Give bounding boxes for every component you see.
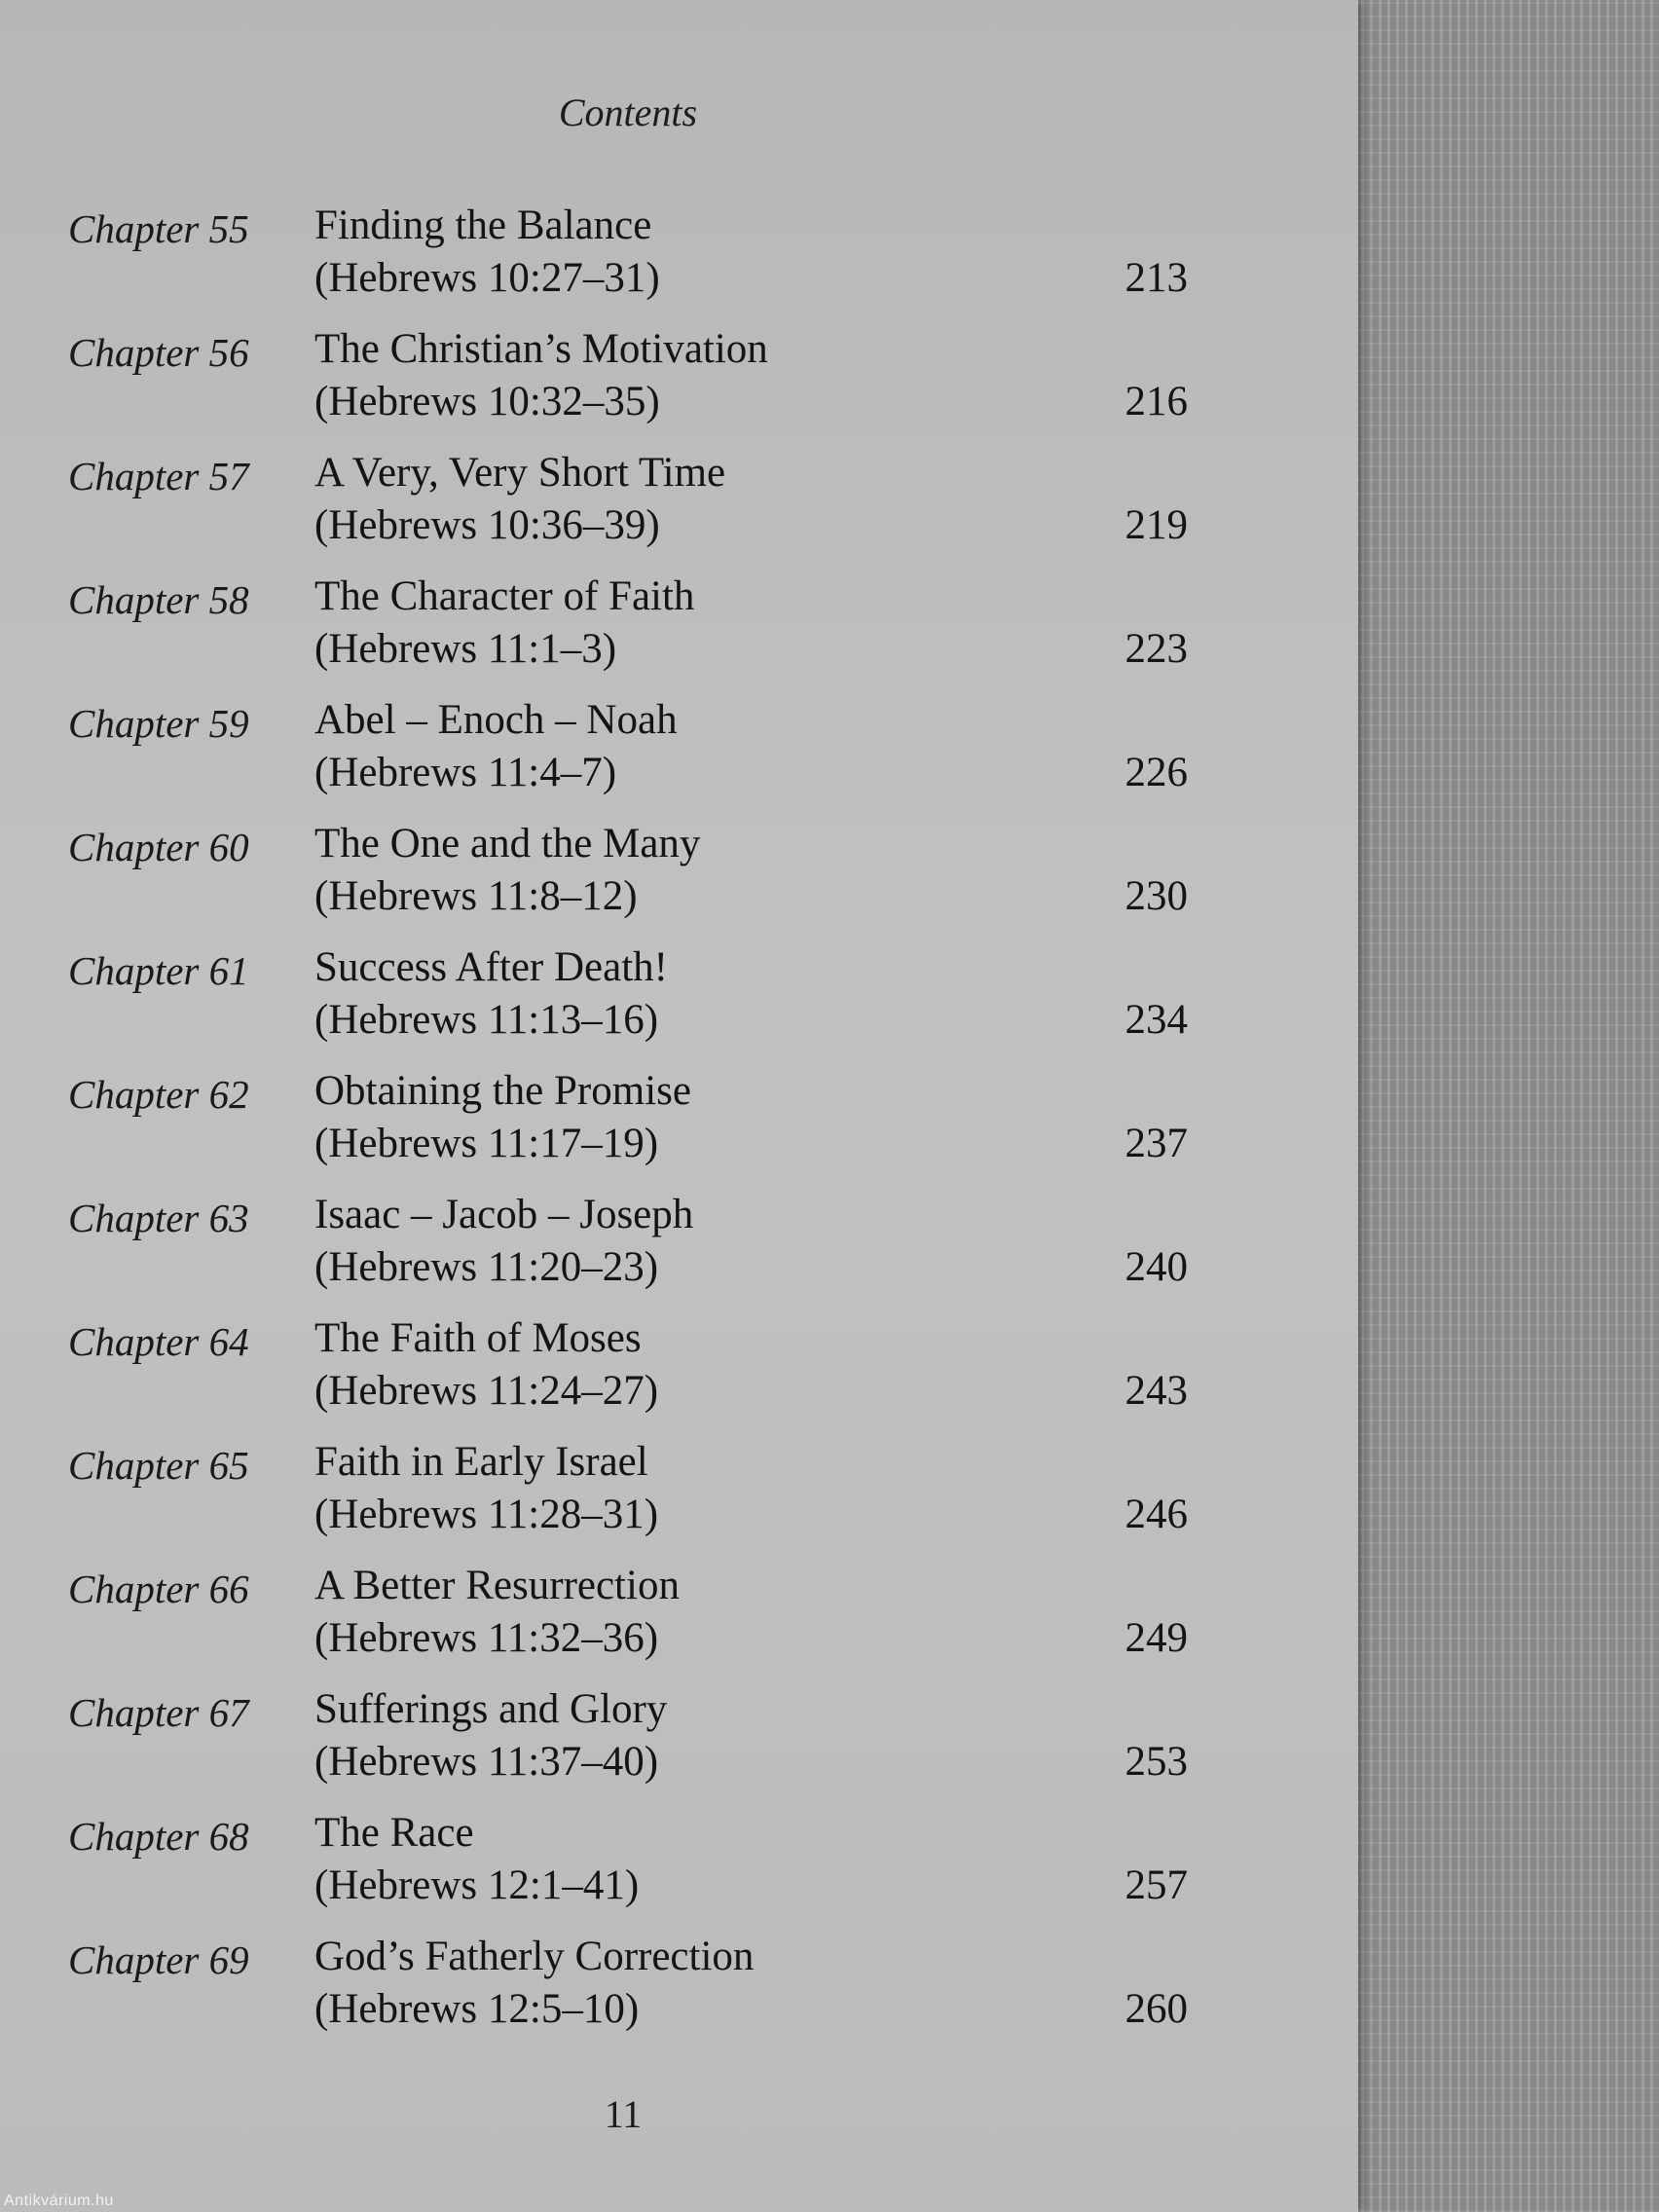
page-number: 237 <box>1124 1121 1188 1166</box>
page-number: 213 <box>1124 255 1188 301</box>
scripture-reference: (Hebrews 11:1–3) <box>314 626 617 672</box>
page-number: 219 <box>1124 502 1188 548</box>
chapter-title: The One and the Many <box>314 821 701 866</box>
page-folio: 11 <box>604 2092 643 2136</box>
chapter-number: Chapter 60 <box>68 825 249 869</box>
toc-entry <box>68 1560 1188 1683</box>
toc-entry <box>68 1436 1188 1560</box>
toc-entry <box>68 1312 1188 1436</box>
chapter-number: Chapter 59 <box>68 701 249 746</box>
chapter-title: The Race <box>314 1810 474 1856</box>
background-surface <box>1344 0 1659 2212</box>
toc-entry <box>68 1931 1188 2054</box>
toc-entry <box>68 200 1188 323</box>
toc-entry <box>68 1189 1188 1312</box>
chapter-title: God’s Fatherly Correction <box>314 1934 755 1979</box>
chapter-title: Finding the Balance <box>314 203 652 248</box>
chapter-title: Isaac – Jacob – Joseph <box>314 1192 694 1237</box>
chapter-number: Chapter 67 <box>68 1690 249 1735</box>
chapter-title: Sufferings and Glory <box>314 1686 668 1732</box>
page-number: 257 <box>1124 1862 1188 1908</box>
chapter-number: Chapter 58 <box>68 577 249 622</box>
chapter-number: Chapter 61 <box>68 948 249 993</box>
page-number: 216 <box>1124 379 1188 424</box>
chapter-number: Chapter 66 <box>68 1567 249 1611</box>
scripture-reference: (Hebrews 10:27–31) <box>314 255 660 301</box>
scripture-reference: (Hebrews 10:36–39) <box>314 502 660 548</box>
scripture-reference: (Hebrews 10:32–35) <box>314 379 660 424</box>
toc-entry <box>68 447 1188 571</box>
toc-entry <box>68 941 1188 1065</box>
page-number: 230 <box>1124 873 1188 919</box>
page-number: 223 <box>1124 626 1188 672</box>
page-number: 249 <box>1124 1615 1188 1661</box>
running-header: Contents <box>558 91 698 134</box>
page-number: 226 <box>1124 750 1188 795</box>
toc-entry <box>68 1807 1188 1931</box>
scripture-reference: (Hebrews 11:17–19) <box>314 1121 659 1166</box>
scripture-reference: (Hebrews 11:13–16) <box>314 997 659 1043</box>
chapter-number: Chapter 63 <box>68 1196 249 1240</box>
chapter-title: The Character of Faith <box>314 573 695 619</box>
chapter-number: Chapter 62 <box>68 1072 249 1117</box>
watermark-text: Antikvárium.hu <box>4 2193 114 2209</box>
scripture-reference: (Hebrews 11:8–12) <box>314 873 638 919</box>
scripture-reference: (Hebrews 11:28–31) <box>314 1492 659 1537</box>
chapter-title: Faith in Early Israel <box>314 1439 648 1485</box>
page-number: 240 <box>1124 1244 1188 1290</box>
scripture-reference: (Hebrews 11:20–23) <box>314 1244 659 1290</box>
chapter-number: Chapter 57 <box>68 454 249 498</box>
chapter-number: Chapter 56 <box>68 330 249 375</box>
chapter-number: Chapter 68 <box>68 1814 249 1859</box>
chapter-title: A Very, Very Short Time <box>314 450 726 496</box>
toc-entry <box>68 818 1188 941</box>
scripture-reference: (Hebrews 11:4–7) <box>314 750 617 795</box>
scripture-reference: (Hebrews 11:37–40) <box>314 1739 659 1785</box>
chapter-number: Chapter 69 <box>68 1937 249 1982</box>
page-number: 246 <box>1124 1492 1188 1537</box>
chapter-title: Success After Death! <box>314 944 668 990</box>
scripture-reference: (Hebrews 12:1–41) <box>314 1862 640 1908</box>
toc-entry <box>68 1683 1188 1807</box>
chapter-title: The Faith of Moses <box>314 1315 642 1361</box>
chapter-title: Abel – Enoch – Noah <box>314 697 678 743</box>
page-number: 243 <box>1124 1368 1188 1414</box>
scripture-reference: (Hebrews 11:24–27) <box>314 1368 659 1414</box>
page-number: 234 <box>1124 997 1188 1043</box>
chapter-number: Chapter 65 <box>68 1443 249 1488</box>
chapter-number: Chapter 64 <box>68 1319 249 1364</box>
chapter-title: The Christian’s Motivation <box>314 326 768 372</box>
chapter-title: Obtaining the Promise <box>314 1068 691 1114</box>
page-number: 253 <box>1124 1739 1188 1785</box>
chapter-number: Chapter 55 <box>68 206 249 251</box>
toc-entry <box>68 323 1188 447</box>
page-number: 260 <box>1124 1986 1188 2032</box>
toc-entry <box>68 1065 1188 1189</box>
scripture-reference: (Hebrews 11:32–36) <box>314 1615 659 1661</box>
scripture-reference: (Hebrews 12:5–10) <box>314 1986 640 2032</box>
table-of-contents <box>68 200 1188 2054</box>
chapter-title: A Better Resurrection <box>314 1563 680 1608</box>
toc-entry <box>68 571 1188 694</box>
toc-entry <box>68 694 1188 818</box>
